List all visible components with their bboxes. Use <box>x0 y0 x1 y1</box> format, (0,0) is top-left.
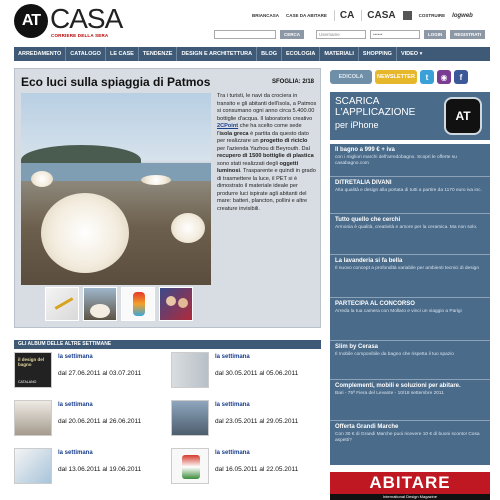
gallery-thumb[interactable] <box>121 287 155 321</box>
sidebar-top-links <box>330 68 490 86</box>
sidebar-ad-title: La lavanderia si fa bella <box>335 258 403 264</box>
twitter-icon[interactable]: t <box>420 70 434 84</box>
sidebar-ad-title: Il bagno a 999 € + iva <box>335 147 395 153</box>
gallery-thumb[interactable] <box>45 287 79 321</box>
sidebar-ad-desc: Alta qualità e design alla portata di tutti a partire da 1170 euro iva inc. <box>335 188 482 193</box>
promo-line-3: per iPhone <box>335 120 379 130</box>
brand-ca[interactable]: CA <box>334 10 354 21</box>
article-bold: isola greca <box>219 130 249 137</box>
article-text: che ha scelto come sede l' <box>217 123 302 137</box>
sidebar-ad[interactable] <box>330 255 490 297</box>
album-thumb[interactable] <box>14 400 52 436</box>
album-dates: dal 16.05.2011 al 22.05.2011 <box>215 466 299 473</box>
site-header <box>14 4 490 44</box>
sidebar-ad-desc: Il mobile componibile da bagno che rispetta il tuo spazio <box>335 352 454 357</box>
article-link-2cpoint[interactable]: 2CPoint <box>217 123 239 129</box>
album-thumb[interactable] <box>171 400 209 436</box>
album-dates: dal 30.05.2011 al 05.06.2011 <box>215 370 299 377</box>
article-text: . Trasparente e quindi in grado di trasmettere la luce, il PET si è dimostrato il materiale ideale per produrre luci ispirate agli abitanti del mare: batteri, plancton, pollini e altre creature invisibili. <box>217 168 316 212</box>
username-field[interactable]: Username <box>316 30 366 39</box>
abitare-banner[interactable]: ABITARE <box>330 472 490 500</box>
album-dates: dal 20.06.2011 al 26.06.2011 <box>58 418 142 425</box>
nav-shopping[interactable]: SHOPPING <box>359 47 397 61</box>
album-item[interactable] <box>14 352 164 390</box>
nav-catalogo[interactable]: CATALOGO <box>66 47 106 61</box>
logo-subtitle: CORRIERE DELLA SERA <box>51 33 109 38</box>
sidebar-ad-desc: Arreda la tua camera con Mollaro e vinci un viaggio a Parigi <box>335 309 462 314</box>
sidebar-ad[interactable] <box>330 421 490 465</box>
search-button[interactable]: CERCA <box>280 30 304 39</box>
nav-ecologia[interactable]: ECOLOGIA <box>282 47 320 61</box>
sidebar-ad-title: DITRETALIA DIVANI <box>335 180 392 186</box>
facebook-icon[interactable]: f <box>454 70 468 84</box>
sidebar-ad-desc: Con 30 € di Grandi Marche puoi ricevere 10 € di buoni sconto! Cosa aspetti? <box>335 432 480 443</box>
main-nav <box>14 47 490 61</box>
photo-lamp <box>171 213 205 243</box>
album-title[interactable]: la settimana <box>58 354 93 360</box>
article-text: Tra i turisti, le navi da crociera in transito e gli abitanti dell'isola, a Patmos si consumano ogni anno circa 5.400.00 bottiglie d'acqua. Il laboratorio creativo <box>217 93 317 122</box>
album-item[interactable] <box>14 400 164 438</box>
gallery-pager[interactable]: SFOGLIA: 2/18 <box>271 79 314 85</box>
sidebar-ad[interactable] <box>330 177 490 213</box>
brand-casa[interactable]: CASA <box>361 10 395 21</box>
photo-lamp <box>31 171 53 187</box>
sidebar-ad[interactable] <box>330 214 490 254</box>
nav-design-architettura[interactable]: DESIGN E ARCHITETTURA <box>177 47 257 61</box>
article-bold: recupero di 1500 bottiglie di plastica <box>217 153 314 159</box>
sidebar-ad-title: Offerta Grandi Marche <box>335 424 399 430</box>
albums-row <box>14 400 321 440</box>
promo-line-2: L'APPLICAZIONE <box>335 107 416 118</box>
abitare-banner-subtitle: International Design Magazine <box>330 494 490 500</box>
nav-le-case[interactable]: LE CASE <box>106 47 139 61</box>
album-title[interactable]: la settimana <box>215 402 250 408</box>
album-title[interactable]: la settimana <box>58 402 93 408</box>
sidebar-ad-desc: Il nuovo concept a profondità variabile per ambienti tecnici di design <box>335 266 479 271</box>
albums-row <box>14 352 321 392</box>
albums-header: GLI ALBUM DELLE ALTRE SETTIMANE <box>14 340 321 349</box>
logo-at-badge: AT <box>14 4 48 38</box>
article-text: sono stati realizzati degli <box>217 160 280 167</box>
gallery-thumb[interactable] <box>159 287 193 321</box>
sidebar-ad[interactable] <box>330 380 490 420</box>
gallery-thumb[interactable] <box>83 287 117 321</box>
newsletter-button[interactable]: NEWSLETTER <box>375 70 417 84</box>
album-title[interactable]: la settimana <box>215 354 250 360</box>
album-dates: dal 27.06.2011 al 03.07.2011 <box>58 370 142 377</box>
album-item[interactable] <box>171 400 321 438</box>
nav-blog[interactable]: BLOG <box>257 47 282 61</box>
sidebar-ad-title: Slim by Cerasa <box>335 344 379 350</box>
app-icon: AT <box>444 97 482 135</box>
brand-square-icon <box>403 11 412 20</box>
album-thumb[interactable] <box>171 352 209 388</box>
logo-casa-text: CASA <box>50 3 123 34</box>
password-field[interactable]: •••••• <box>370 30 420 39</box>
promo-line-1: SCARICA <box>335 96 380 107</box>
login-button[interactable]: LOGIN <box>424 30 446 39</box>
sidebar-ad[interactable] <box>330 144 490 176</box>
search-login-row <box>214 30 485 39</box>
search-input[interactable] <box>214 30 276 39</box>
article-title: Eco luci sulla spiaggia di Patmos <box>21 75 211 89</box>
album-dates: dal 13.06.2011 al 19.06.2011 <box>58 466 142 473</box>
article-bold: oggetti luminosi <box>217 160 299 174</box>
album-thumb[interactable] <box>14 448 52 484</box>
gallery-thumbnails <box>45 287 193 321</box>
album-item[interactable] <box>14 448 164 486</box>
sidebar-ad-desc: Bari - 75ª Fiera del Levante - 10/18 settembre 2011 <box>335 391 444 396</box>
sidebar-ad[interactable] <box>330 341 490 379</box>
album-title[interactable]: la settimana <box>215 450 250 456</box>
iphone-app-promo[interactable] <box>330 92 490 140</box>
album-title[interactable]: la settimana <box>58 450 93 456</box>
article-text: per l'azienda Yazhou di Beyrouth. Dal <box>217 145 310 152</box>
sidebar-ad-title: PARTECIPA AL CONCORSO <box>335 301 415 307</box>
sidebar-ad[interactable] <box>330 298 490 340</box>
album-dates: dal 23.05.2011 al 29.05.2011 <box>215 418 299 425</box>
brand-links <box>252 10 473 21</box>
gallery-article <box>14 68 321 328</box>
myspace-icon[interactable]: ◉ <box>437 70 451 84</box>
register-button[interactable]: REGISTRATI <box>450 30 485 39</box>
album-item[interactable] <box>171 352 321 390</box>
album-item[interactable] <box>171 448 321 486</box>
album-thumb[interactable] <box>171 448 209 484</box>
brand-case-da-abitare[interactable]: CASE DA ABITARE <box>286 13 327 18</box>
nav-arredamento[interactable]: ARREDAMENTO <box>14 47 66 61</box>
gallery-main-photo[interactable] <box>21 93 211 285</box>
brand-costruire[interactable]: COSTRUIRE <box>418 13 446 18</box>
nav-materiali[interactable]: MATERIALI <box>320 47 359 61</box>
article-bold: progetto di riciclo <box>260 138 308 144</box>
brand-logweb[interactable]: logweb <box>452 12 473 19</box>
photo-lamp-large <box>41 193 129 273</box>
nav-tendenze[interactable]: TENDENZE <box>139 47 178 61</box>
sidebar-ad-desc: Armonia è qualità, creatività e amore per la ceramica. Ma non solo. <box>335 225 478 230</box>
sidebar-ad-desc: con i migliori marchi dell'arredobagno. Scopri le offerte su casabagno.com <box>335 155 457 166</box>
sidebar-ad-title: Complementi, mobili e soluzioni per abitare. <box>335 383 461 389</box>
edicola-button[interactable]: EDICOLA <box>330 70 372 84</box>
photo-lamp <box>141 175 171 185</box>
article-body <box>217 93 317 213</box>
brand-briancasa[interactable]: BRIANCASA <box>252 13 279 18</box>
nav-video[interactable]: VIDEO ▾ <box>400 51 423 57</box>
album-thumb[interactable]: il design del bagno CATALANO <box>14 352 52 388</box>
article-text: è partita da questo dato per realizzare un <box>217 130 309 144</box>
sidebar-ad-title: Tutto quello che cerchi <box>335 217 401 223</box>
albums-row <box>14 448 321 488</box>
